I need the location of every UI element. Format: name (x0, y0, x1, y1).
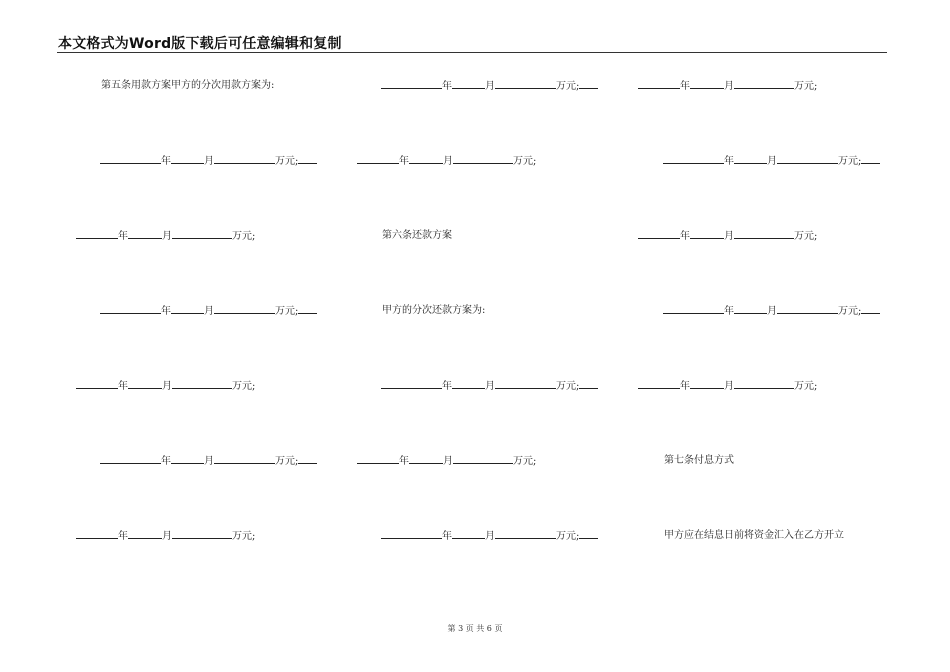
installment-entry: 年 月 万元; (381, 529, 598, 544)
installment-entry: 年 月 万元; (381, 379, 598, 394)
installment-entry: 年 月 万元; (381, 79, 598, 94)
page-number: 第 3 页 共 6 页 (447, 624, 503, 633)
installment-entry: 年 月 万元; (100, 304, 317, 319)
article-7-heading: 第七条付息方式 (664, 455, 734, 466)
installment-entry: 年 月 万元; (76, 379, 255, 394)
installment-entry: 年 月 万元; (357, 154, 536, 169)
installment-entry: 年 月 万元; (638, 79, 817, 94)
installment-entry: 年 月 万元; (100, 454, 317, 469)
installment-entry: 年 月 万元; (663, 154, 880, 169)
header-divider (57, 52, 887, 53)
installment-entry: 年 月 万元; (638, 229, 817, 244)
installment-entry: 年 月 万元; (638, 379, 817, 394)
installment-entry: 年 月 万元; (663, 304, 880, 319)
installment-entry: 年 月 万元; (76, 529, 255, 544)
installment-entry: 年 月 万元; (357, 454, 536, 469)
installment-entry: 年 月 万元; (76, 229, 255, 244)
interest-payment-text: 甲方应在结息日前将资金汇入在乙方开立 (664, 530, 844, 541)
repayment-plan-text: 甲方的分次还款方案为: (382, 305, 486, 316)
article-6-heading: 第六条还款方案 (382, 230, 452, 241)
article-5-heading: 第五条用款方案甲方的分次用款方案为: (101, 80, 275, 91)
document-header: 本文格式为Word版下载后可任意编辑和复制 (58, 36, 342, 52)
installment-entry: 年 月 万元; (100, 154, 317, 169)
